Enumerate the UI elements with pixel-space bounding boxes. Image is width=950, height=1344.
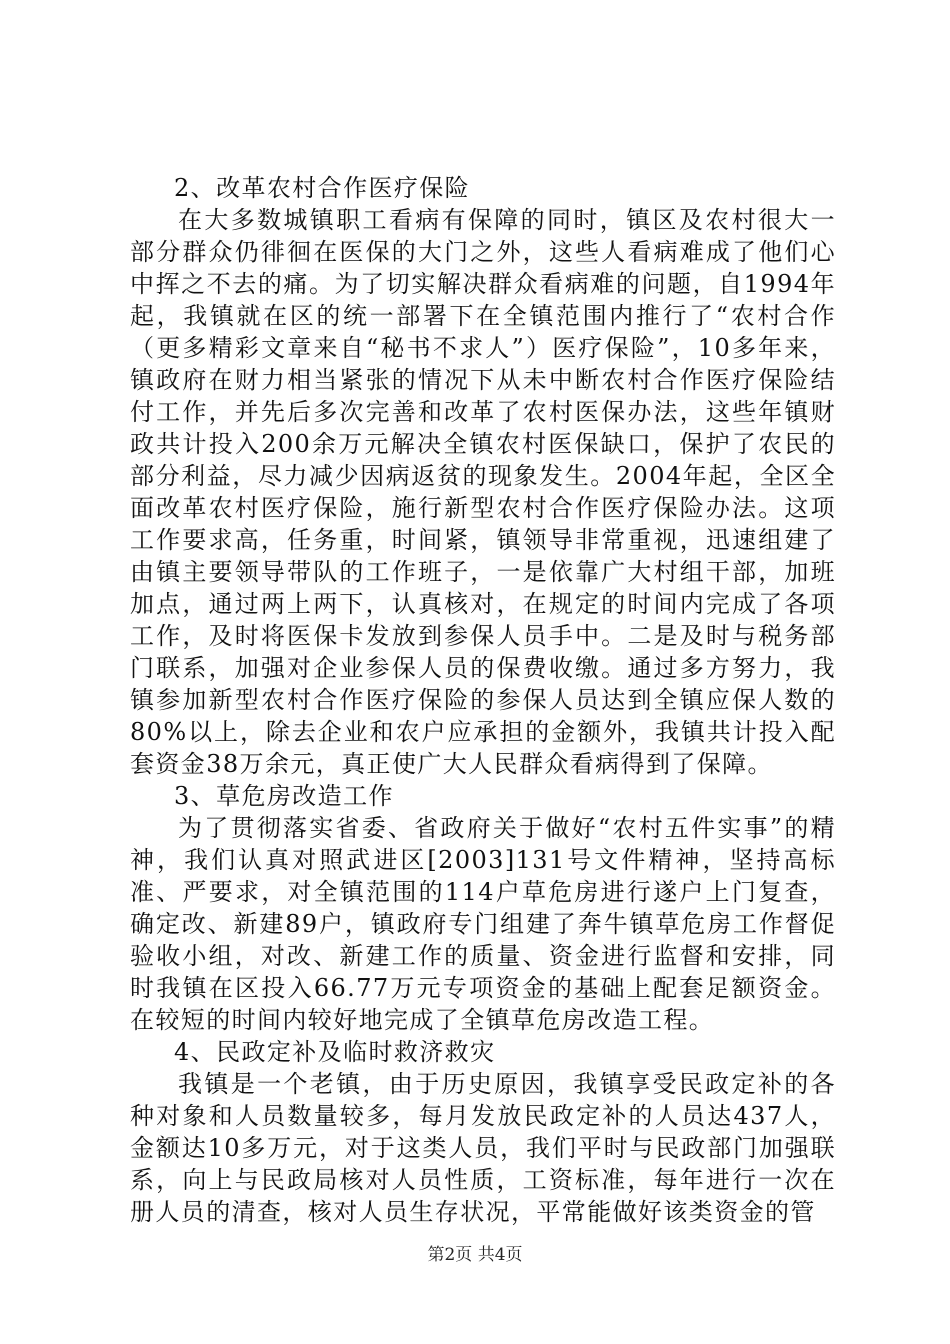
page-number-footer: 第2页 共4页: [427, 1245, 523, 1265]
section-body-housing-renovation: 为了贯彻落实省委、省政府关于做好“农村五件实事”的精神，我们认真对照武进区[2003]131号文件精神，坚持高标准、严要求，对全镇范围的114户草危房进行遂户上门复查，确定改、新建89户，镇政府专门组建了奔牛镇草危房工作督促验收小组，对改、新建工作的质量、资金进行监督和安排，同时我镇在区投入66.77万元专项资金的基础上配套足额资金。在较短的时间内较好地完成了全镇草危房改造工程。: [130, 814, 836, 1034]
section-body-civil-affairs-relief: 我镇是一个老镇，由于历史原因，我镇享受民政定补的各种对象和人员数量较多，每月发放民政定补的人员达437人，金额达10多万元，对于这类人员，我们平时与民政部门加强联系，向上与民政局核对人员性质，工资标准，每年进行一次在册人员的清查，核对人员生存状况，平常能做好该类资金的管: [130, 1070, 836, 1226]
section-body-medical-insurance: 在大多数城镇职工看病有保障的同时，镇区及农村很大一部分群众仍徘徊在医保的大门之外，这些人看病难成了他们心中挥之不去的痛。为了切实解决群众看病难的问题，自1994年起，我镇就在区的统一部署下在全镇范围内推行了“农村合作（更多精彩文章来自“秘书不求人”）医疗保险”，10多年来，镇政府在财力相当紧张的情况下从未中断农村合作医疗保险结付工作，并先后多次完善和改革了农村医保办法，这些年镇财政共计投入200余万元解决全镇农村医保缺口，保护了农民的部分利益，尽力减少因病返贫的现象发生。2004年起，全区全面改革农村医疗保险，施行新型农村合作医疗保险办法。这项工作要求高，任务重，时间紧，镇领导非常重视，迅速组建了由镇主要领导带队的工作班子，一是依靠广大村组干部，加班加点，通过两上两下，认真核对，在规定的时间内完成了各项工作，及时将医保卡发放到参保人员手中。二是及时与税务部门联系，加强对企业参保人员的保费收缴。通过多方努力，我镇参加新型农村合作医疗保险的参保人员达到全镇应保人数的80%以上，除去企业和农户应承担的金额外，我镇共计投入配套资金38万余元，真正使广大人民群众看病得到了保障。: [130, 206, 836, 778]
section-heading-housing-renovation: 3、草危房改造工作: [174, 782, 394, 810]
document-body: [130, 172, 836, 1228]
section-heading-medical-insurance: 2、改革农村合作医疗保险: [174, 174, 471, 202]
section-heading-civil-affairs-relief: 4、民政定补及临时救济救灾: [174, 1038, 496, 1066]
